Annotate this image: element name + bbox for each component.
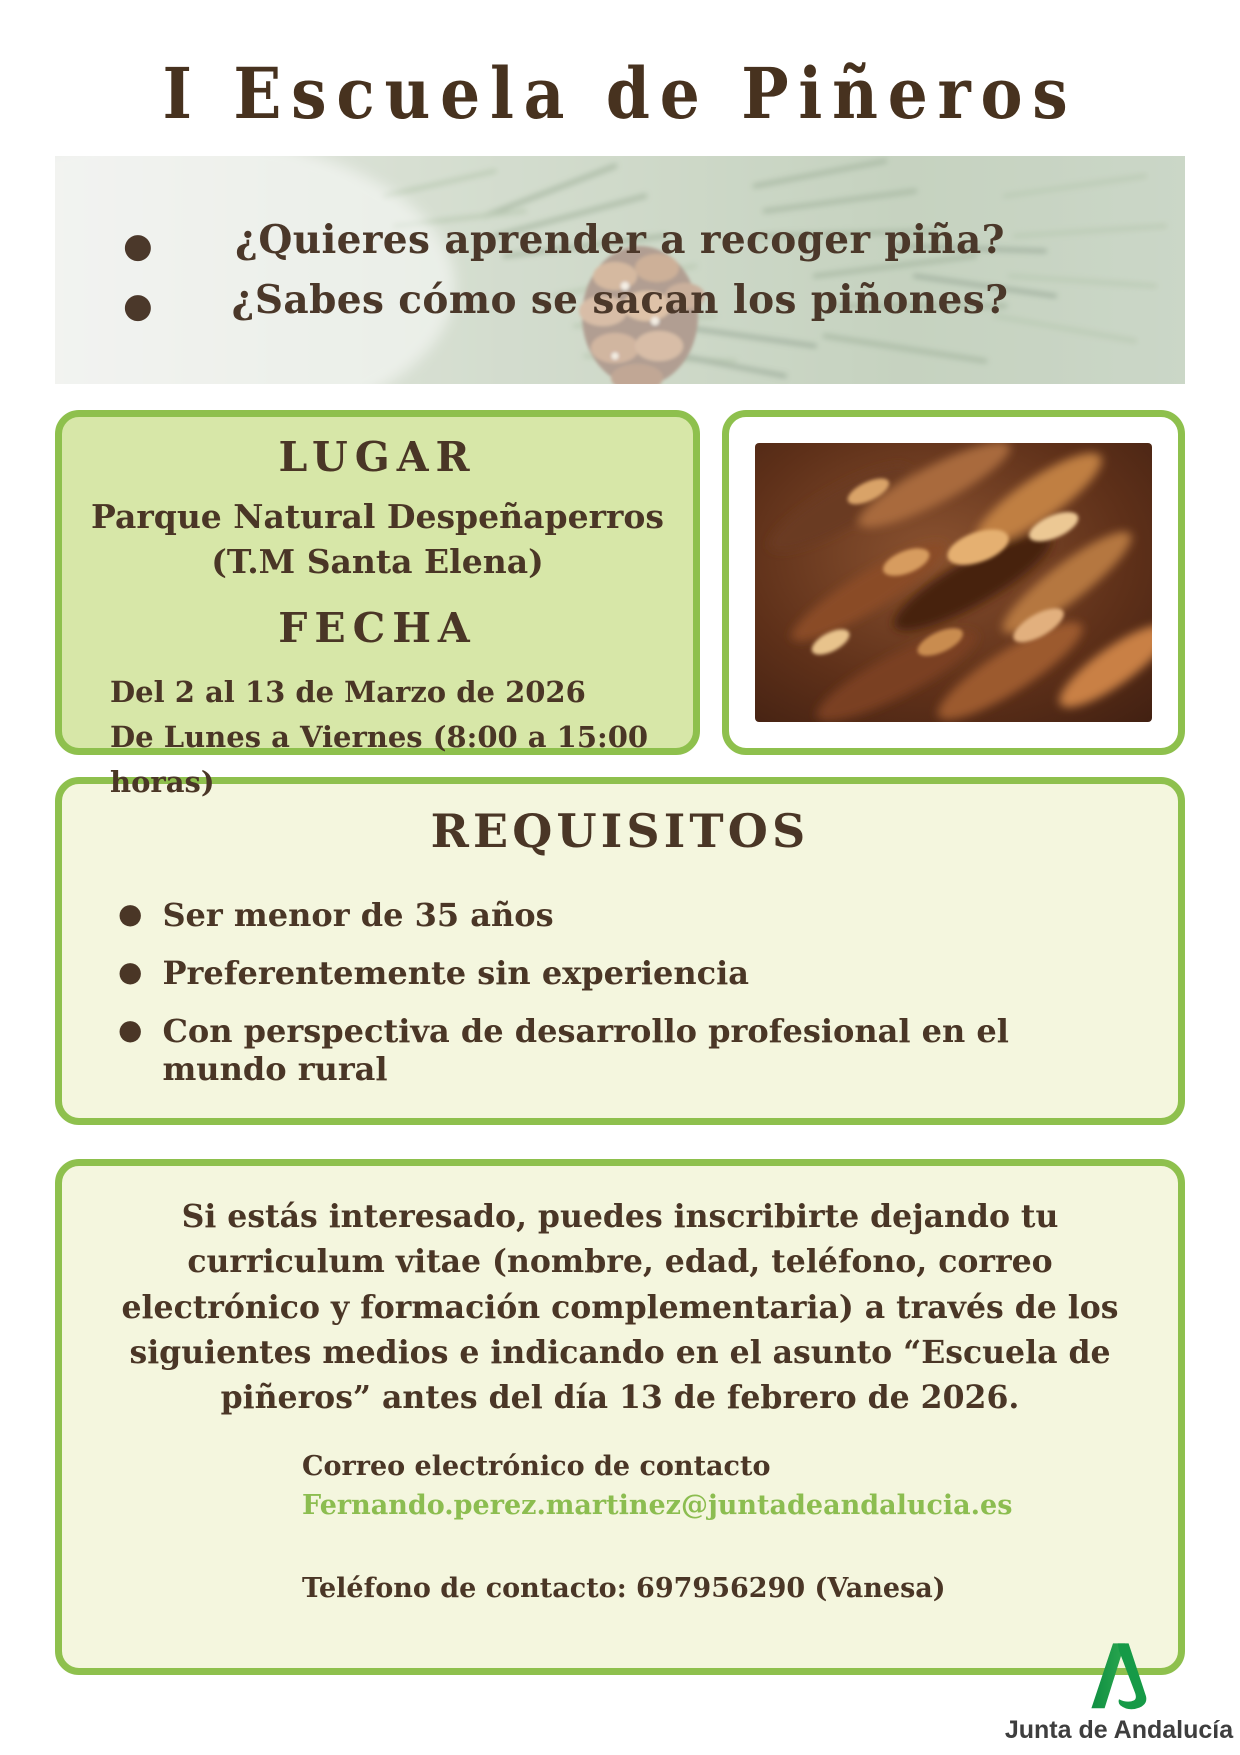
lugar-heading: LUGAR xyxy=(278,433,477,481)
fecha-details xyxy=(62,670,693,805)
junta-logo-icon xyxy=(1083,1640,1155,1714)
requisito-3: Con perspectiva de desarrollo profesional en el mundo rural xyxy=(162,1012,1009,1088)
inscripcion-box xyxy=(55,1159,1185,1675)
lugar-fecha-row xyxy=(55,410,1185,799)
inscripcion-paragraph: Si estás interesado, puedes inscribirte dejando tu curriculum vitae (nombre, edad, teléfono, correo electrónico y formación complementaria) a través de los siguientes medios e indicando en el asunto “Escuela de piñeros” antes del día 13 de febrero de 2026. xyxy=(121,1198,1119,1417)
contact-phone: Teléfono de contacto: 697956290 (Vanesa) xyxy=(302,1572,946,1604)
contact-email: Fernando.perez.martinez@juntadeandalucia.es xyxy=(302,1489,1013,1521)
list-item xyxy=(104,954,1136,992)
banner-question-row xyxy=(55,217,1185,266)
pinecone-photo-box xyxy=(722,410,1185,755)
lugar-place-line1: Parque Natural Despeñaperros xyxy=(91,497,664,536)
bullet-icon: ● xyxy=(118,897,143,930)
list-item xyxy=(104,1012,1136,1088)
requisitos-box xyxy=(55,777,1185,1125)
banner-question-2: ¿Sabes cómo se sacan los piñones? xyxy=(231,277,1009,323)
fecha-line2: De Lunes a Viernes (8:00 a 15:00 horas) xyxy=(110,720,649,799)
requisito-2: Preferentemente sin experiencia xyxy=(162,954,749,992)
page-title: I Escuela de Piñeros xyxy=(162,52,1078,135)
junta-logo-text: Junta de Andalucía xyxy=(1004,1716,1234,1744)
banner xyxy=(55,156,1185,384)
lugar-place-line2: (T.M Santa Elena) xyxy=(211,541,544,581)
bullet-icon: ● xyxy=(118,1013,143,1046)
requisitos-list xyxy=(104,896,1136,1088)
bullet-icon: ● xyxy=(123,226,153,266)
requisitos-heading: REQUISITOS xyxy=(430,804,810,858)
banner-question-1: ¿Quieres aprender a recoger piña? xyxy=(235,217,1005,263)
contact-details xyxy=(302,1451,1156,1604)
fecha-heading: FECHA xyxy=(278,604,477,653)
bullet-icon: ● xyxy=(123,286,153,326)
requisito-1: Ser menor de 35 años xyxy=(162,896,554,934)
junta-andalucia-logo xyxy=(1004,1640,1234,1745)
list-item xyxy=(104,896,1136,934)
banner-question-row xyxy=(55,277,1185,326)
pinecone-macro-photo xyxy=(755,443,1152,722)
fecha-line1: Del 2 al 13 de Marzo de 2026 xyxy=(110,675,586,710)
banner-questions xyxy=(55,156,1185,384)
bullet-icon: ● xyxy=(118,955,143,988)
email-label: Correo electrónico de contacto xyxy=(302,1450,771,1482)
lugar-fecha-box xyxy=(55,410,700,799)
